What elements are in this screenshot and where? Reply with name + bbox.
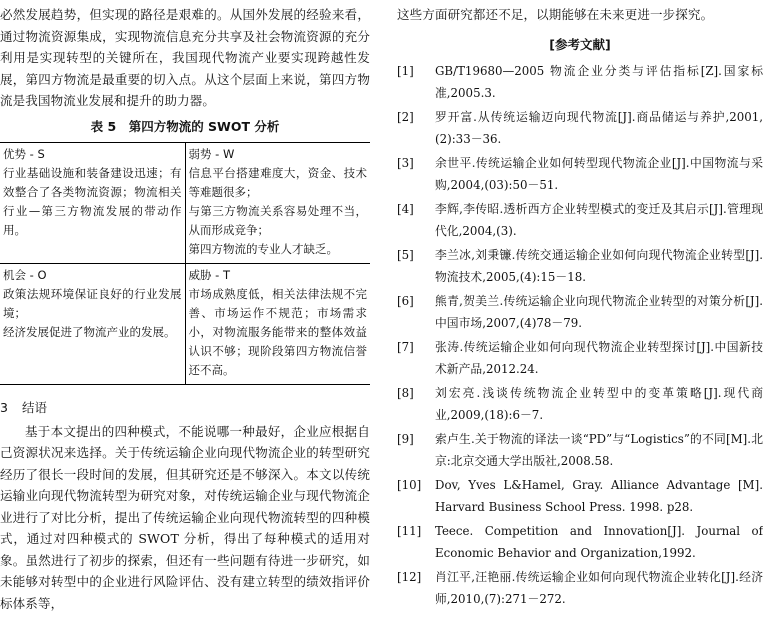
swot-strengths-cell: [0, 142, 185, 263]
reference-text: 余世平.传统运输企业如何转型现代物流企业[J].中国物流与采购,2004,(03):50－51.: [435, 155, 763, 192]
reference-item: [397, 566, 763, 610]
reference-number: [8]: [397, 385, 414, 400]
reference-text: Teece. Competition and Innovation[J]. Journal of Economic Behavior and Organization,1992.: [435, 523, 763, 560]
reference-list: [397, 60, 763, 610]
reference-item: [397, 198, 763, 242]
reference-item: [397, 244, 763, 288]
intro-paragraph: 必然发展趋势，但实现的路径是艰难的。从国外发展的经验来看，通过物流资源集成，实现物流信息充分共享及社会物流资源的充分利用是实现转型的关键所在，我国现代物流产业要实现跨越性发展，第四方物流是最重要的切入点。从这个层面上来说，第四方物流是我国物流业发展和提升的助力器。: [0, 7, 370, 108]
reference-number: [3]: [397, 155, 414, 170]
reference-text: 罗开富.从传统运输迈向现代物流[J].商品储运与养护,2001,(2):33－36.: [435, 109, 763, 146]
reference-number: [11]: [397, 523, 422, 538]
reference-text: 李辉,李传昭.透析西方企业转型模式的变迁及其启示[J].管理现代化,2004,(3).: [435, 201, 763, 238]
reference-item: [397, 336, 763, 380]
reference-text: 刘宏亮.浅谈传统物流企业转型中的变革策略[J].现代商业,2009,(18):6－7.: [435, 385, 763, 422]
swot-table: [0, 142, 370, 385]
strengths-heading: 优势 - S: [3, 146, 45, 161]
reference-item: [397, 106, 763, 150]
section-title: 结语: [22, 399, 48, 415]
reference-number: [9]: [397, 431, 414, 446]
reference-text: Dov, Yves L&Hamel, Gray. Alliance Advantage [M]. Harvard Business School Press. 1998. p28.: [435, 477, 763, 514]
conclusion-paragraph: 基于本文提出的四种模式，不能说哪一种最好，企业应根据自己资源状况来选择。关于传统运输企业向现代物流企业的转型研究经历了很长一段时间的发展，但其研究还是不够深入。本文以传统运输业向现代物流转型为研究对象，对传统运输企业与现代物流企业进行了对比分析，提出了传统运输企业向现代物流转型的四种模式，通过对四种模式的 SWOT 分析，得出了每种模式的适用对象。虽然进行了初步的探索，但还有一些问题有待进一步研究，如未能够对转型中的企业进行风险评估、没有建立转型的绩效指评价标体系等，: [0, 423, 370, 611]
swot-weaknesses-cell: [185, 142, 370, 263]
continuation-paragraph: 这些方面研究都还不足，以期能够在未来更进一步探究。: [397, 7, 714, 22]
swot-threats-cell: [185, 263, 370, 384]
reference-text: 李兰冰,刘秉镰.传统交通运输企业如何向现代物流企业转型[J].物流技术,2005,(4):15－18.: [435, 247, 763, 284]
reference-item: [397, 428, 763, 472]
reference-item: [397, 382, 763, 426]
opportunities-line: 政策法规环境保证良好的行业发展境；: [3, 286, 182, 320]
weaknesses-heading: 弱势 - W: [188, 146, 235, 161]
reference-number: [6]: [397, 293, 414, 308]
threats-heading: 威胁 - T: [188, 267, 230, 282]
references-title: [397, 36, 763, 54]
reference-number: [2]: [397, 109, 414, 124]
right-column: [397, 0, 763, 612]
opportunities-line: 经济发展促进了物流产业的发展。: [3, 324, 176, 339]
reference-number: [10]: [397, 477, 422, 492]
reference-number: [7]: [397, 339, 414, 354]
reference-number: [4]: [397, 201, 414, 216]
reference-text: 索卢生.关于物流的译法一谈“PD”与“Logistics”的不同[M].北京:北京交通大学出版社,2008.58.: [435, 431, 763, 468]
reference-text: 熊青,贺美兰.传统运输企业向现代物流企业转型的对策分析[J].中国市场,2007,(4)78－79.: [435, 293, 763, 330]
reference-number: [12]: [397, 569, 422, 584]
reference-number: [5]: [397, 247, 414, 262]
reference-item: [397, 152, 763, 196]
table-caption: 表 5 第四方物流的 SWOT 分析: [90, 118, 280, 134]
reference-text: 张涛.传统运输企业如何向现代物流企业转型探讨[J].中国新技术新产品,2012.24.: [435, 339, 763, 376]
section-number: 3: [0, 399, 8, 415]
weaknesses-line: 信息平台搭建难度大，资金、技术等难题很多；: [188, 165, 367, 199]
threats-line: 市场成熟度低，相关法律法规不完善、市场运作不规范；市场需求小，对物流服务能带来的整体效益认识不够；现阶段第四方物流信誉还不高。: [188, 286, 367, 377]
weaknesses-line: 与第三方物流关系容易处理不当，从而形成竞争；: [188, 203, 367, 237]
weaknesses-line: 第四方物流的专业人才缺乏。: [188, 241, 338, 256]
reference-text: GB/T19680—2005 物流企业分类与评估指标[Z].国家标准,2005.3.: [435, 63, 763, 100]
references-title-text: [参考文献]: [549, 36, 611, 52]
swot-opportunities-cell: [0, 263, 185, 384]
swot-row-sw: [0, 142, 370, 263]
section-heading: [0, 399, 370, 417]
reference-number: [1]: [397, 63, 414, 78]
reference-item: [397, 474, 763, 518]
strengths-line: 行业基础设施和装备建设迅速；有效整合了各类物流资源；物流相关行业—第三方物流发展的带动作用。: [3, 165, 182, 237]
reference-text: 肖江平,汪艳丽.传统运输企业如何向现代物流企业转化[J].经济师,2010,(7):271－272.: [435, 569, 763, 606]
reference-item: [397, 60, 763, 104]
swot-row-ot: [0, 263, 370, 384]
left-column: [0, 0, 370, 614]
reference-item: [397, 290, 763, 334]
reference-item: [397, 520, 763, 564]
opportunities-heading: 机会 - O: [3, 267, 47, 282]
